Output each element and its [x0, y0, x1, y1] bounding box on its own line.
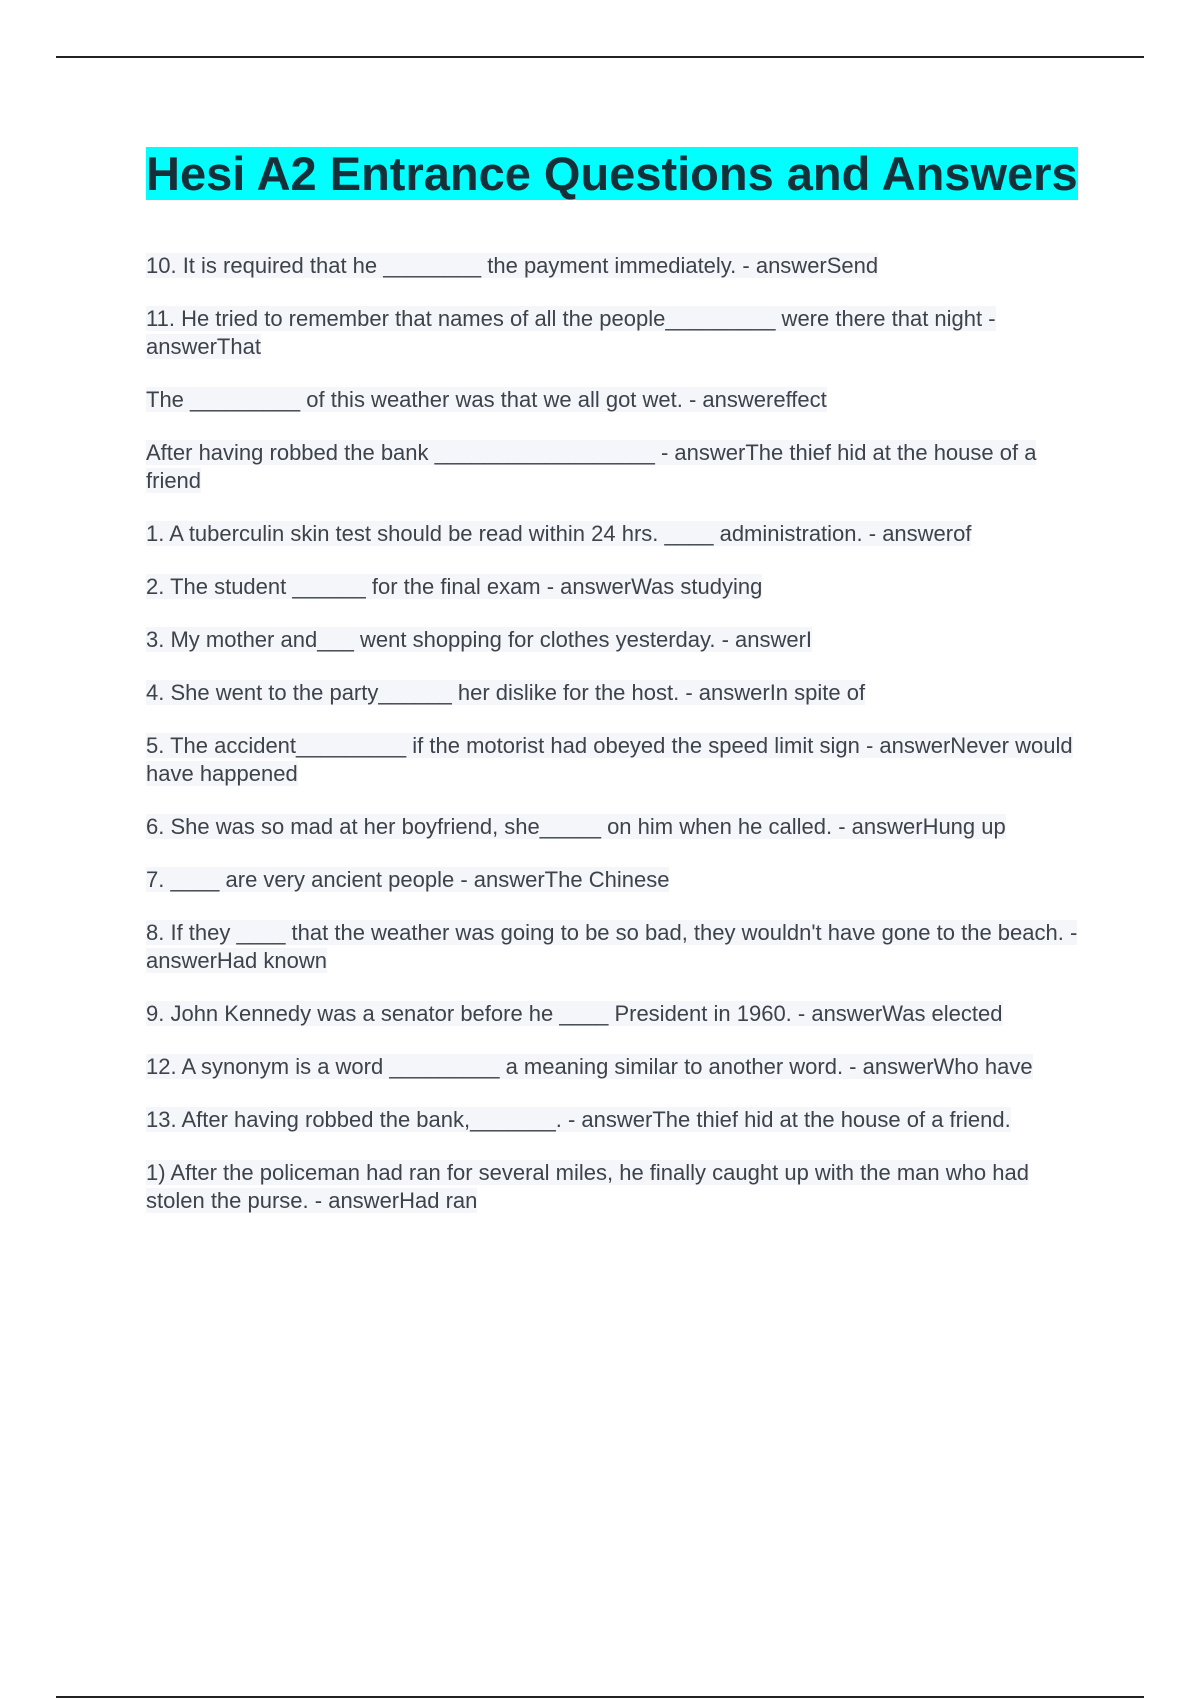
question-item: 13. After having robbed the bank,_______. - answerThe thief hid at the house of a friend.: [146, 1107, 1011, 1132]
document-body: [146, 146, 1086, 1240]
question-item: After having robbed the bank __________________ - answerThe thief hid at the house of a friend: [146, 440, 1037, 493]
document-title: [146, 146, 1086, 202]
question-list: [146, 252, 1086, 1215]
question-item: 8. If they ____ that the weather was going to be so bad, they wouldn't have gone to the beach. - answerHad known: [146, 920, 1078, 973]
footer-rule: [56, 1696, 1144, 1698]
question-item: 10. It is required that he ________ the payment immediately. - answerSend: [146, 253, 879, 278]
document-title-text: Hesi A2 Entrance Questions and Answers: [146, 147, 1078, 200]
question-item: 2. The student ______ for the final exam - answerWas studying: [146, 574, 763, 599]
question-item: 6. She was so mad at her boyfriend, she_____ on him when he called. - answerHung up: [146, 814, 1006, 839]
header-rule: [56, 56, 1144, 58]
question-item: 9. John Kennedy was a senator before he ____ President in 1960. - answerWas elected: [146, 1001, 1003, 1026]
question-item: The _________ of this weather was that we all got wet. - answereffect: [146, 387, 827, 412]
question-item: 3. My mother and___ went shopping for clothes yesterday. - answerI: [146, 627, 813, 652]
question-item: 12. A synonym is a word _________ a meaning similar to another word. - answerWho have: [146, 1054, 1033, 1079]
question-item: 1) After the policeman had ran for several miles, he finally caught up with the man who had stolen the purse. - answerHad ran: [146, 1160, 1029, 1213]
question-item: 5. The accident_________ if the motorist had obeyed the speed limit sign - answerNever would have happened: [146, 733, 1073, 786]
question-item: 11. He tried to remember that names of all the people_________ were there that night - answerThat: [146, 306, 996, 359]
question-item: 7. ____ are very ancient people - answerThe Chinese: [146, 867, 670, 892]
question-item: 4. She went to the party______ her dislike for the host. - answerIn spite of: [146, 680, 866, 705]
question-item: 1. A tuberculin skin test should be read within 24 hrs. ____ administration. - answerof: [146, 521, 972, 546]
